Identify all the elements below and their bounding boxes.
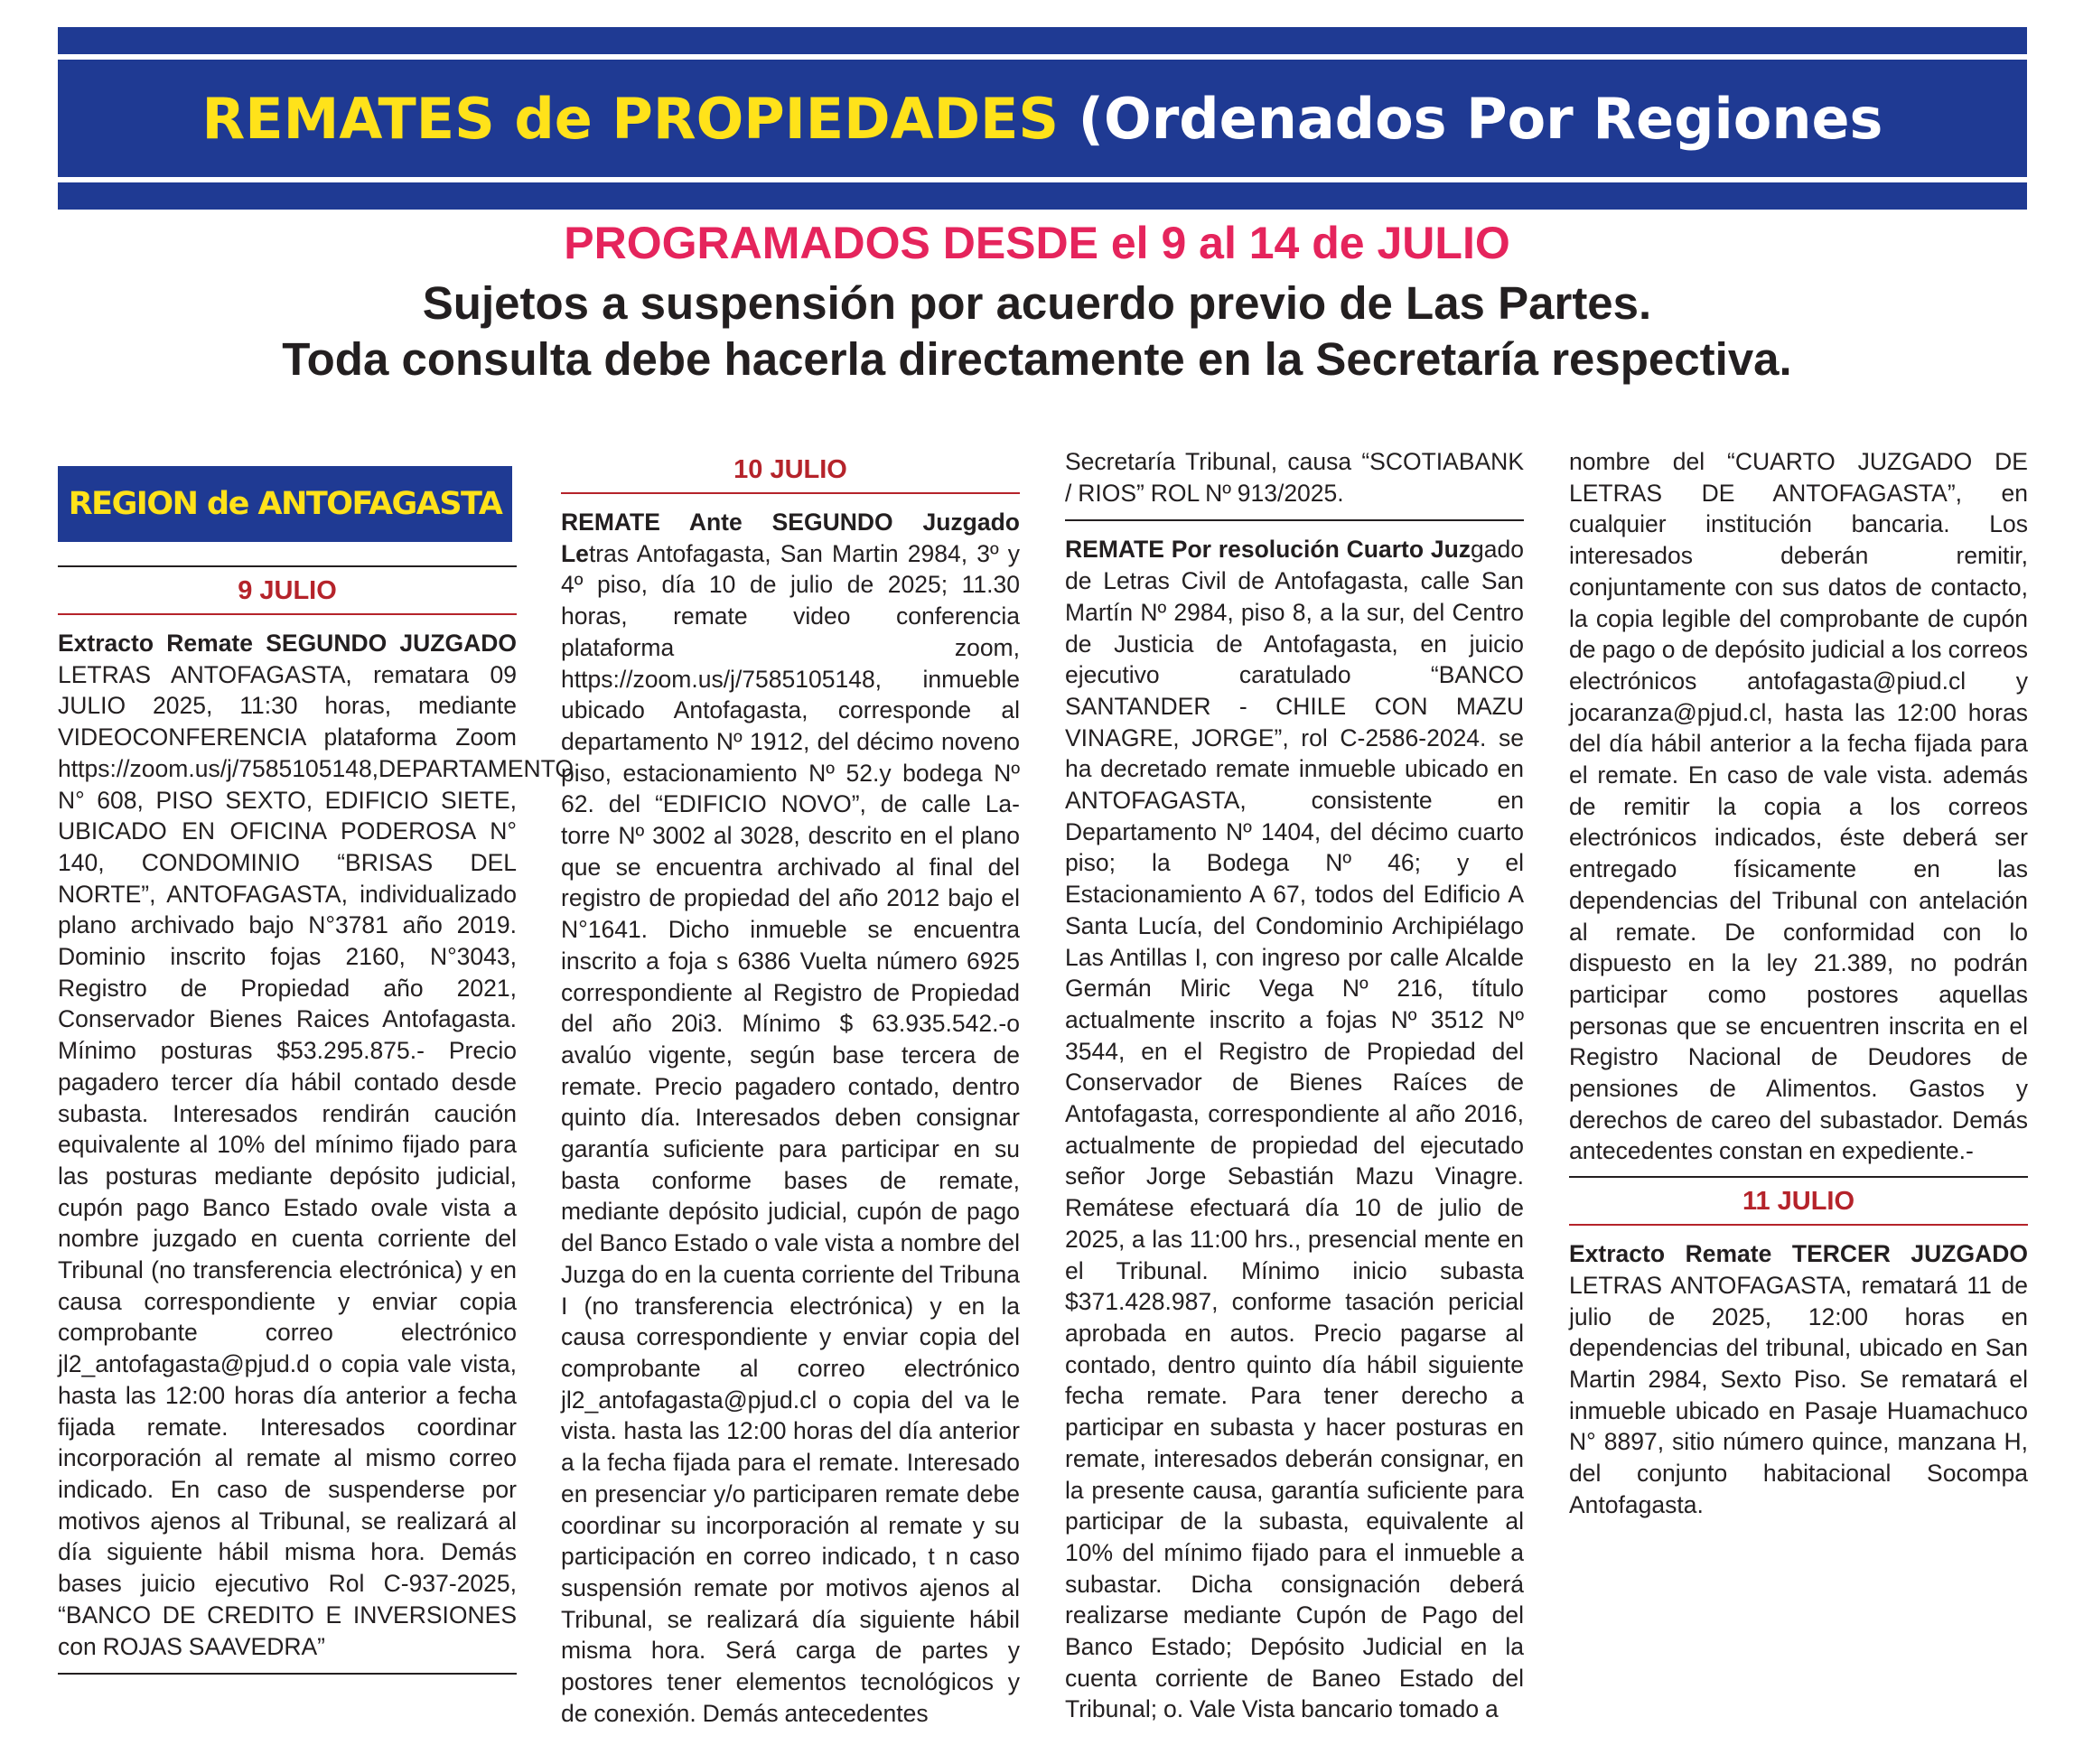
notice-lead: Extracto Remate TERCER JUZGADO <box>1569 1240 2028 1268</box>
notice-body: nombre del “CUARTO JUZGADO DE LETRAS DE ANTOFAGASTA”, en cualquier institución bancaria. Los interesados deberán remitir, conjuntamente con sus datos de contacto, la copia legible del comprobante de cupón de pago o de depósito judicial a los correos electrónicos antofagasta@piud.cl y jocaranza@pjud.cl, hasta las 12:00 horas del día hábil anterior a la fecha fijada para el remate. En caso de vale vista. además de remitir la copia a los correos electrónicos indicados, éste deberá ser entregado físicamente en las dependencias del Tribunal con antelación al remate. De conformidad con lo dispuesto en la ley 21.389, no podrán participar como postores aquellas personas que se encuentren inscrita en el Registro Nacional de Deudores de pensiones de Alimentos. Gastos y derechos de careo del subastador. Demás antecedentes constan en expediente.- <box>1569 448 2028 1165</box>
notice-body: LETRAS ANTOFAGASTA, rematará 11 de julio de 2025, 12:00 horas en dependencias del tribunal, ubicado en San Martin 2984, Sexto Piso. Se rematará el inmueble ubicado en Pasaje Huamachuco N° 8897, sitio número quince, manzana H, del conjunto habitacional Socompa Antofagasta. <box>1569 1271 2028 1518</box>
suspension-notice: Sujetos a suspensión por acuerdo previo de Las Partes. <box>422 277 1652 329</box>
auction-notice <box>1065 534 1524 1725</box>
notice-body: Secretaría Tribunal, causa “SCOTIABANK / RIOS” ROL Nº 913/2025. <box>1065 448 1524 507</box>
date-heading-11-julio: 11 JULIO <box>1569 1178 2028 1226</box>
page-banner <box>58 60 2027 177</box>
column-4-flow <box>1569 446 2028 1521</box>
auction-notice-continued <box>1569 446 2028 1167</box>
schedule-dates-heading: PROGRAMADOS DESDE el 9 al 14 de JULIO <box>564 218 1510 268</box>
notice-body: tras Antofagasta, San Martin 2984, 3º y 4º piso, día 10 de julio de 2025; 11.30 horas, remate video conferencia plataforma zoom, https://zoom.us/j/7585105148, inmueble ubicado Antofagasta, corresponde al departamento Nº 1912, del décimo noveno piso, estacionamiento Nº 52.y bodega Nº 62. del “EDIFICIO NOVO”, de calle La-torre Nº 3002 al 3028, descrito en el plano que se encuentra archivado al final del registro de propiedad del año 2012 bajo el N°1641. Dicho inmueble se encuentra inscrito a foja s 6386 Vuelta número 6925 correspondiente al Registro de Propiedad del año 20i3. Mínimo $ 63.935.542.-o avalúo vigente, según base tercera de remate. Precio pagadero contado, dentro quinto día. Interesados deben consignar garantía suficiente para participar en su basta conforme bases de remate, mediante depósito judicial, cupón de pago del Banco Estado o vale vista a nombre del Juzga do en la cuenta corriente del Tribuna I (no transferencia electrónica) y en la causa correspondiente y enviar copia del comprobante al correo electrónico jl2_antofagasta@pjud.cl o copia del va le vista. hasta las 12:00 horas del día anterior a la fecha fijada para el remate. Interesado en presenciar y/o participaren remate debe coordinar su incorporación al remate y su participación en correo indicado, t n caso suspensión remate por motivos ajenos al Tribunal, se realizará día siguiente hábil misma hora. Será carga de partes y postores tener elementos tecnológicos y de conexión. Demás antecedentes <box>561 539 1020 1727</box>
consultation-notice: Toda consulta debe hacerla directamente en la Secretaría respectiva. <box>282 333 1792 385</box>
column-4 <box>1569 448 2028 1521</box>
auction-notice-continued <box>1065 446 1524 509</box>
auction-notice <box>1569 1238 2028 1520</box>
auction-notice <box>58 628 575 1662</box>
notice-body: LETRAS ANTOFAGASTA, rematara 09 JULIO 2025, 11:30 horas, mediante VIDEOCONFERENCIA plataforma Zoom https://zoom.us/j/7585105148,DEPARTAMENTO N° 608, PISO SEXTO, EDIFICIO SIETE, UBICADO EN OFICINA PODEROSA N° 140, CONDOMINIO “BRISAS DEL NORTE”, ANTOFAGASTA, individualizado plano archivado bajo N°3781 año 2019. Dominio inscrito fojas 2160, N°3043, Registro de Propiedad año 2021, Conservador Bienes Raices Antofagasta. Mínimo posturas $53.295.875.- Precio pagadero tercer día hábil contado desde subasta. Interesados rendirán caución equivalente al 10% del mínimo fijado para las posturas mediante depósito judicial, cupón pago Banco Estado ovale vista a nombre juzgado en cuenta corriente del Tribunal (no transferencia electrónica) y en causa correspondiente y enviar copia comprobante correo electrónico jl2_antofagasta@pjud.d o copia vale vista, hasta las 12:00 horas día anterior a fecha fijada remate. Interesados coordinar incorporación al remate al mismo correo indicado. En caso de suspenderse por motivos ajenos al Tribunal, se realizará al día siguiente hábil misma hora. Demás bases juicio ejecutivo Rol C-937-2025, “BANCO DE CREDITO E INVERSIONES con ROJAS SAAVEDRA” <box>58 660 575 1660</box>
notice-body: gado de Letras Civil de Antofagasta, calle San Martín Nº 2984, piso 8, a la sur, del Centro de Justicia de Antofagasta, en juicio ejecutivo caratulado “BANCO SANTANDER - CHILE CON MAZU VINAGRE, JORGE”, rol C-2586-2024. se ha decretado remate inmueble ubicado en ANTOFAGASTA, consistente en Departamento Nº 1404, del décimo cuarto piso; la Bodega Nº 46; y el Estacionamiento A 67, todos del Edificio A Santa Lucía, del Condominio Archipiélago Las Antillas I, con ingreso por calle Alcalde Germán Miric Vega Nº 216, título actualmente inscrito a fojas Nº 3512 Nº 3544, en el Registro de Propiedad del Conservador de Bienes Raíces de Antofagasta, correspondiente al año 2016, actualmente de propiedad del ejecutado señor Jorge Sebastián Mazu Vinagre. Remátese efectuará día 10 de julio de 2025, a las 11:00 hrs., presencial mente en el Tribunal. Mínimo inicio subasta $371.428.987, conforme tasación pericial aprobada en autos. Precio pagarse al contado, dentro quinto día hábil siguiente fecha remate. Para tener derecho a participar en subasta y hacer posturas en remate, interesados deberán consignar, en la presente causa, garantía suficiente para participar de la subasta, equivalente al 10% del mínimo fijado para el inmueble a subastar. Dicha consignación deberá realizarse mediante Cupón de Pago del Banco Estado; Depósito Judicial en la cuenta corriente de Baneo Estado del Tribunal; o. Vale Vista bancario tomado a <box>1065 536 1524 1723</box>
banner-title-paren: (Ordenados Por Regiones <box>1078 85 1883 152</box>
banner-top-rule <box>58 27 2027 54</box>
banner-bottom-rule <box>58 182 2027 210</box>
banner-title-main: REMATES de PROPIEDADES <box>201 85 1060 152</box>
notice-lead: Extracto Remate SEGUNDO JUZGADO <box>58 630 517 657</box>
auction-notice <box>561 507 1020 1729</box>
column-1 <box>58 452 575 1675</box>
column-2 <box>561 452 1020 1729</box>
region-label: REGION de ANTOFAGASTA <box>58 466 512 542</box>
notice-lead: REMATE Ante SEGUNDO Juzgado Le <box>561 509 1020 567</box>
section-rule <box>58 1673 517 1675</box>
date-heading-10-julio: 10 JULIO <box>561 452 1020 494</box>
column-3-flow <box>1065 446 1524 1725</box>
notice-lead: REMATE Por resolución Cuarto Juz <box>1065 536 1471 564</box>
column-3 <box>1065 448 1524 1725</box>
date-heading-9-julio: 9 JULIO <box>58 567 517 615</box>
